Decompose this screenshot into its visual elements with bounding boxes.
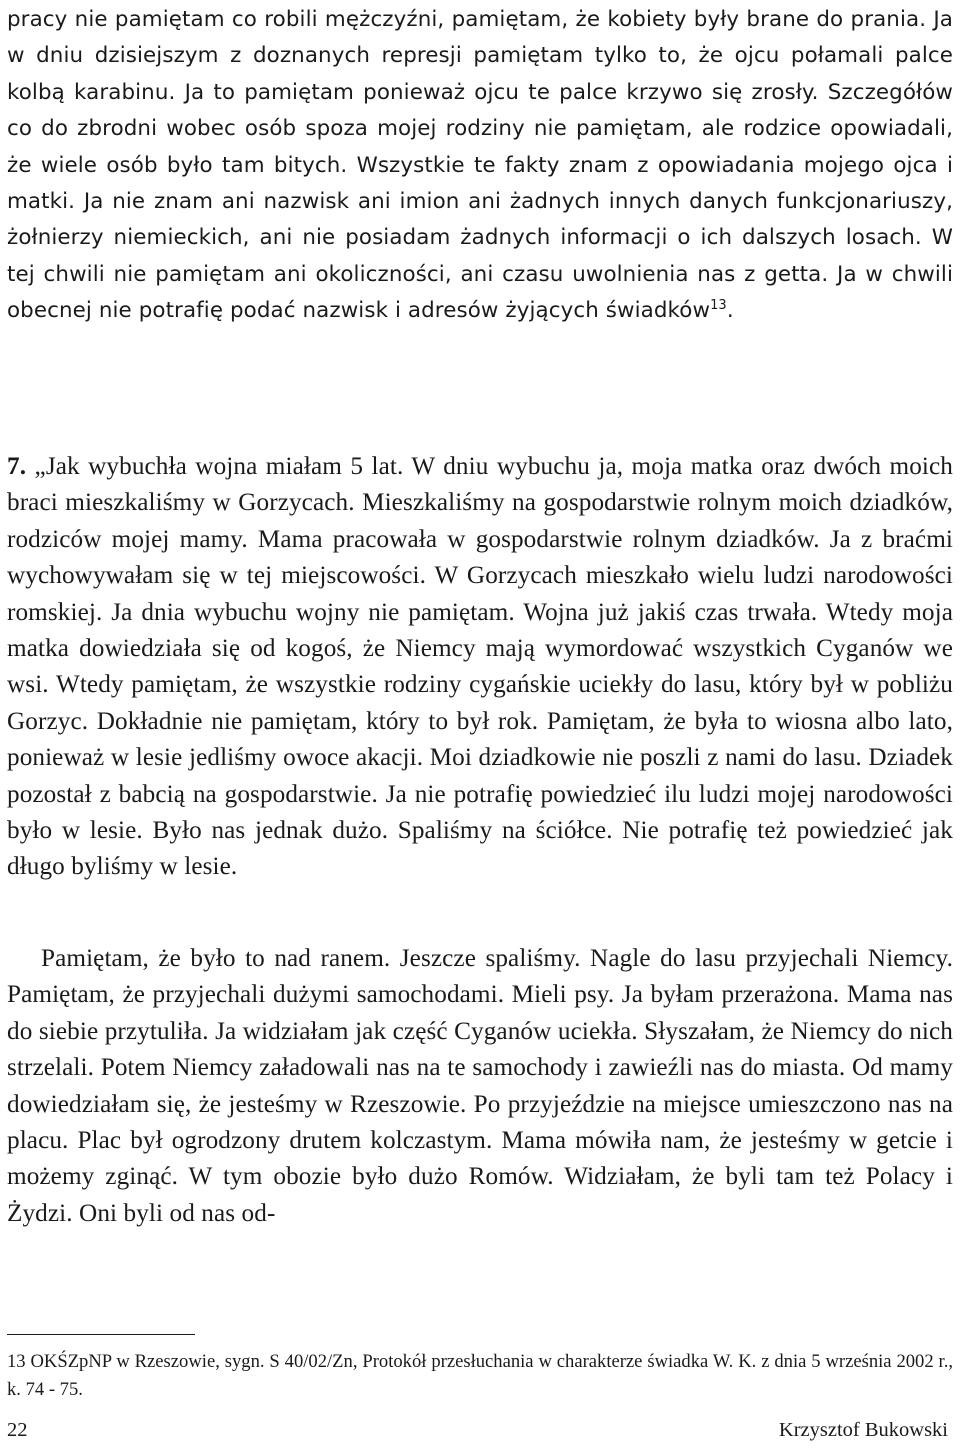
paragraph-2-text: „Jak wybuchła wojna miałam 5 lat. W dniu wybuchu ja, moja matka oraz dwóch moich braci mieszkaliśmy w Gorzycach. Mieszkaliśmy na gospodarstwie rolnym moich dziadków, rodziców mojej mamy. Mama pracowała w gospodarstwie rolnym dziadków. Ja z braćmi wychowywałam się w tej miejscowości. W Gorzycach mieszkało wielu ludzi narodowości romskiej. Ja dnia wybuchu wojny nie pamiętam. Wojna już jakiś czas trwała. Wtedy moja matka dowiedziała się od kogoś, że Niemcy mają wymordować wszystkich Cyganów we wsi. Wtedy pamiętam, że wszystkie rodziny cygańskie uciekły do lasu, który był w pobliżu Gorzyc. Dokładnie nie pamiętam, który to był rok. Pamiętam, że była to wiosna albo lato, ponieważ w lesie jedliśmy owoce akacji. Moi dziadkowie nie poszli z nami do lasu. Dziadek pozostał z babcią na gospodarstwie. Ja nie potrafię powiedzieć ilu ludzi mojej narodowości było w lesie. Było nas jednak dużo. Spaliśmy na ściółce. Nie potrafię też powiedzieć jak długo byliśmy w lesie. bbox=[7, 453, 953, 881]
paragraph-1-text: pracy nie pamiętam co robili mężczyźni, pamiętam, że kobiety były brane do prania. Ja w dniu dzisiejszym z doznanych represji pamiętam tylko to, że ojcu połamali palce kolbą karabinu. Ja to pamiętam ponieważ ojcu te palce krzywo się zrosły. Szczegółów co do zbrodni wobec osób spoza mojej rodziny nie pamiętam, ale rodzice opowiadali, że wiele osób było tam bitych. Wszystkie te fakty znam z opowiadania mojego ojca i matki. Ja nie znam ani nazwisk ani imion ani żadnych innych danych funkcjonariuszy, żołnierzy niemieckich, ani nie posiadam żadnych informacji o ich dalszych losach. W tej chwili nie pamiętam ani okoliczności, ani czasu uwolnienia nas z getta. Ja w chwili obecnej nie potrafię podać nazwisk i adresów żyjących świadków bbox=[7, 7, 953, 324]
footnote-13: 13 OKŚZpNP w Rzeszowie, sygn. S 40/02/Zn, Protokół przesłuchania w charakterze świadka W. K. z dnia 5 września 2002 r., k. 74 - 75. bbox=[7, 1351, 953, 1400]
footnote-divider bbox=[7, 1334, 195, 1335]
paragraph-point-7 bbox=[7, 449, 953, 886]
paragraph-1-end: . bbox=[726, 298, 734, 324]
page-number: 22 bbox=[7, 1419, 28, 1441]
footnote-reference: 13 bbox=[710, 298, 727, 314]
paragraph-3-text: Pamiętam, że było to nad ranem. Jeszcze spaliśmy. Nagle do lasu przyjechali Niemcy. Pamiętam, że przyjechali dużymi samochodami. Mieli psy. Ja byłam przerażona. Mama nas do siebie przytuliła. Ja widziałam jak część Cyganów uciekła. Słyszałam, że Niemcy do nich strzelali. Potem Niemcy załadowali nas na te samochody i zawieźli nas do miasta. Od mamy dowiedziałam się, że jesteśmy w Rzeszowie. Po przyjeździe na miejsce umieszczono nas na placu. Plac był ogrodzony drutem kolczastym. Mama mówiła nam, że jesteśmy w getcie i możemy zginąć. W tym obozie było dużo Romów. Widziałam, że byli tam też Polacy i Żydzi. Oni byli od nas od- bbox=[7, 945, 953, 1227]
point-number: 7. bbox=[7, 453, 27, 480]
paragraph-testimony-continued bbox=[7, 2, 953, 330]
running-footer-author: Krzysztof Bukowski bbox=[778, 1419, 948, 1441]
paragraph-ghetto-account bbox=[7, 941, 953, 1232]
